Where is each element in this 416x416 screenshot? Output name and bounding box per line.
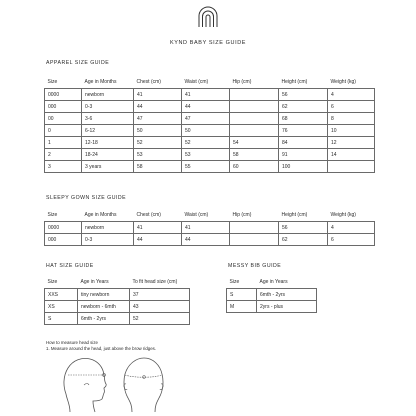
table-cell: 44 — [182, 101, 230, 113]
table-cell: newborn - 6mth — [78, 301, 130, 313]
hat-section-title: HAT SIZE GUIDE — [46, 263, 94, 269]
column-header: Waist (cm) — [184, 212, 209, 218]
table-row — [45, 113, 375, 125]
table-cell: 2yrs - plus — [257, 301, 317, 313]
table-cell — [230, 125, 279, 137]
table-cell — [230, 234, 279, 246]
table-cell: 6mth - 2yrs — [78, 313, 130, 325]
table-cell: 43 — [130, 301, 190, 313]
table-row — [45, 149, 375, 161]
table-cell: 3-6 — [82, 113, 134, 125]
table-cell: 12-18 — [82, 137, 134, 149]
column-header: Weight (kg) — [330, 212, 356, 218]
head-side-profile-icon — [60, 354, 110, 414]
table-cell: 10 — [328, 125, 375, 137]
table-header-row — [227, 276, 317, 289]
table-cell: 53 — [134, 149, 182, 161]
table-row — [227, 301, 317, 313]
table-cell: 41 — [134, 89, 182, 101]
table-cell: 100 — [279, 161, 328, 173]
table-cell: 18-24 — [82, 149, 134, 161]
table-cell: 0 — [45, 125, 82, 137]
table-cell — [230, 101, 279, 113]
column-header: Waist (cm) — [184, 79, 209, 85]
table-cell: 52 — [134, 137, 182, 149]
table-cell: newborn — [82, 222, 134, 234]
table-cell: 58 — [230, 149, 279, 161]
table-cell: 3 — [45, 161, 82, 173]
instructions-heading: How to measure head size — [46, 340, 98, 345]
table-cell: newborn — [82, 89, 134, 101]
table-cell: XXS — [45, 289, 78, 301]
table-cell: 6mth - 2yrs — [257, 289, 317, 301]
table-cell: 3 years — [82, 161, 134, 173]
table-row — [45, 234, 375, 246]
table-cell: 50 — [134, 125, 182, 137]
table-cell: 2 — [45, 149, 82, 161]
table-cell: 53 — [182, 149, 230, 161]
table-cell: 50 — [182, 125, 230, 137]
table-cell: 52 — [182, 137, 230, 149]
column-header: Age in Years — [80, 279, 109, 285]
table-cell: 54 — [230, 137, 279, 149]
table-cell: 44 — [134, 234, 182, 246]
table-cell: 47 — [182, 113, 230, 125]
table-cell: 4 — [328, 89, 375, 101]
column-header: Hip (cm) — [232, 212, 252, 218]
page-title: KYND BABY SIZE GUIDE — [169, 40, 247, 46]
column-header: Hip (cm) — [232, 79, 252, 85]
table-row — [45, 89, 375, 101]
column-header: Chest (cm) — [136, 79, 161, 85]
column-header: Weight (kg) — [330, 79, 356, 85]
table-cell — [328, 161, 375, 173]
column-header: Age in Months — [84, 79, 117, 85]
sleepy-gown-size-table — [44, 209, 375, 246]
table-cell: 12 — [328, 137, 375, 149]
column-header: Size — [229, 279, 240, 285]
table-cell: tiny newborn — [78, 289, 130, 301]
column-header: Height (cm) — [281, 212, 308, 218]
table-cell: 0-3 — [82, 101, 134, 113]
table-cell: 68 — [279, 113, 328, 125]
table-cell: XS — [45, 301, 78, 313]
table-cell: 44 — [134, 101, 182, 113]
table-cell: 44 — [182, 234, 230, 246]
table-cell: 52 — [130, 313, 190, 325]
table-cell: 41 — [182, 222, 230, 234]
table-header-row — [45, 76, 375, 89]
instructions-step: 1. Measure around the head, just above the brow ridges. — [46, 346, 157, 351]
table-cell: 47 — [134, 113, 182, 125]
table-row — [45, 222, 375, 234]
table-row — [45, 125, 375, 137]
table-cell: 55 — [182, 161, 230, 173]
apparel-section-title: APPAREL SIZE GUIDE — [46, 60, 110, 66]
table-cell: 56 — [279, 222, 328, 234]
table-cell: 56 — [279, 89, 328, 101]
table-cell: 4 — [328, 222, 375, 234]
table-cell: 60 — [230, 161, 279, 173]
table-cell: 6 — [328, 234, 375, 246]
table-row — [45, 161, 375, 173]
column-header: Age in Months — [84, 212, 117, 218]
table-cell: 14 — [328, 149, 375, 161]
table-row — [45, 137, 375, 149]
table-row — [45, 301, 190, 313]
table-cell: 62 — [279, 101, 328, 113]
table-header-row — [45, 209, 375, 222]
table-cell: 0000 — [45, 222, 82, 234]
table-cell — [230, 89, 279, 101]
table-cell: 0-3 — [82, 234, 134, 246]
table-cell: 8 — [328, 113, 375, 125]
table-cell: 00 — [45, 113, 82, 125]
table-row — [45, 289, 190, 301]
table-cell: 91 — [279, 149, 328, 161]
messy-bib-table — [226, 276, 317, 313]
table-row — [45, 101, 375, 113]
arch-logo-icon — [196, 4, 220, 28]
column-header: Size — [47, 212, 58, 218]
table-cell: 58 — [134, 161, 182, 173]
measure-instructions — [46, 340, 156, 352]
table-header-row — [45, 276, 190, 289]
table-cell: 37 — [130, 289, 190, 301]
column-header: Age in Years — [259, 279, 288, 285]
table-cell — [230, 113, 279, 125]
table-cell: 76 — [279, 125, 328, 137]
table-cell: 000 — [45, 101, 82, 113]
column-header: Size — [47, 79, 58, 85]
table-cell: 62 — [279, 234, 328, 246]
sleepy-gown-section-title: SLEEPY GOWN SIZE GUIDE — [46, 195, 127, 201]
hat-size-table — [44, 276, 190, 325]
table-cell: 1 — [45, 137, 82, 149]
table-cell: S — [45, 313, 78, 325]
table-cell: M — [227, 301, 257, 313]
column-header: Height (cm) — [281, 79, 308, 85]
table-cell: 41 — [182, 89, 230, 101]
apparel-size-table — [44, 76, 375, 173]
table-cell: 0000 — [45, 89, 82, 101]
column-header: Chest (cm) — [136, 212, 161, 218]
table-row — [45, 313, 190, 325]
table-cell: S — [227, 289, 257, 301]
column-header: Size — [47, 279, 58, 285]
table-cell — [230, 222, 279, 234]
table-cell: 000 — [45, 234, 82, 246]
table-cell: 84 — [279, 137, 328, 149]
messy-bib-section-title: MESSY BIB GUIDE — [228, 263, 282, 269]
table-cell: 6-12 — [82, 125, 134, 137]
column-header: To fit head size (cm) — [132, 279, 178, 285]
table-cell: 6 — [328, 101, 375, 113]
table-row — [227, 289, 317, 301]
head-back-icon — [118, 354, 168, 414]
table-cell: 41 — [134, 222, 182, 234]
